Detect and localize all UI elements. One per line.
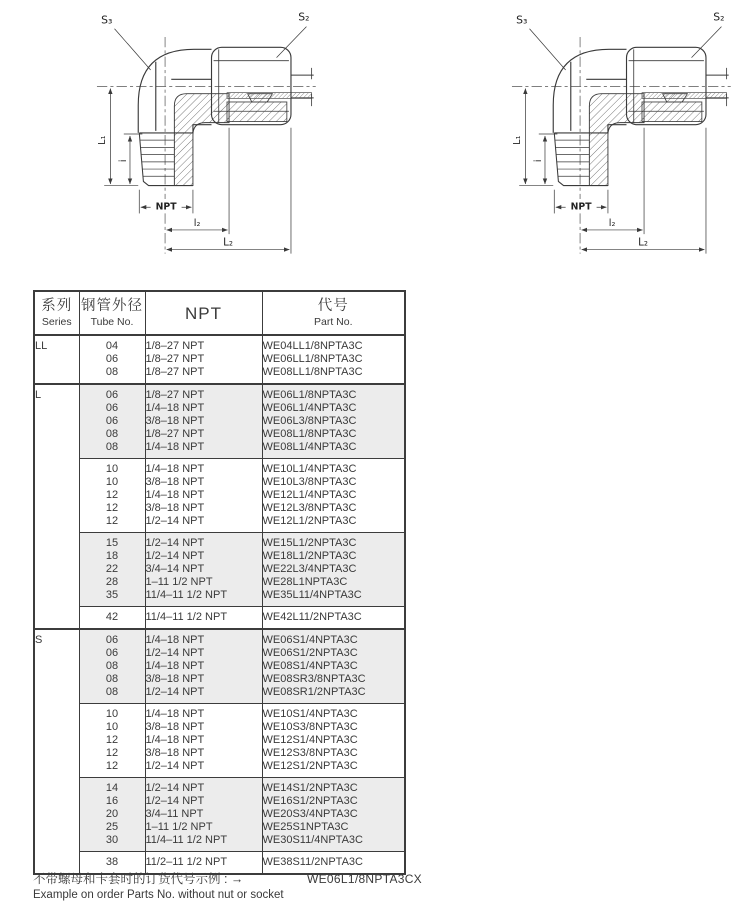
npt-cell: 1/8–27 NPT — [145, 428, 262, 441]
npt-cell: 11/4–11 1/2 NPT — [145, 834, 262, 852]
part-no-cell: WE06LL1/8NPTA3C — [262, 353, 405, 366]
npt-cell: 3/8–18 NPT — [145, 415, 262, 428]
npt-cell: 1/8–27 NPT — [145, 366, 262, 384]
part-no-cell: WE06S1/2NPTA3C — [262, 647, 405, 660]
tube-no-cell: 20 — [79, 808, 145, 821]
part-no-cell: WE08L1/8NPTA3C — [262, 428, 405, 441]
npt-cell: 1–11 1/2 NPT — [145, 576, 262, 589]
npt-cell: 1/8–27 NPT — [145, 353, 262, 366]
tube-no-cell: 06 — [79, 402, 145, 415]
npt-cell: 1/8–27 NPT — [145, 335, 262, 353]
tube-no-cell: 12 — [79, 515, 145, 533]
part-no-cell: WE08SR1/2NPTA3C — [262, 686, 405, 704]
part-no-cell: WE15L1/2NPTA3C — [262, 533, 405, 551]
npt-cell: 11/4–11 1/2 NPT — [145, 589, 262, 607]
npt-cell: 1/4–18 NPT — [145, 402, 262, 415]
part-no-cell: WE08L1/4NPTA3C — [262, 441, 405, 459]
npt-cell: 1/4–18 NPT — [145, 660, 262, 673]
tube-no-cell: 25 — [79, 821, 145, 834]
table-row — [34, 366, 405, 384]
table-row — [34, 459, 405, 477]
tube-no-cell: 30 — [79, 834, 145, 852]
tube-no-cell: 06 — [79, 384, 145, 402]
tube-no-cell: 06 — [79, 415, 145, 428]
npt-cell: 3/4–14 NPT — [145, 563, 262, 576]
table-row — [34, 821, 405, 834]
table-row — [34, 415, 405, 428]
part-no-cell: WE12S1/2NPTA3C — [262, 760, 405, 778]
npt-cell: 1/2–14 NPT — [145, 686, 262, 704]
header-tube-zh: 钢管外径 — [81, 298, 143, 314]
part-no-cell: WE28L1NPTA3C — [262, 576, 405, 589]
npt-cell: 1/2–14 NPT — [145, 533, 262, 551]
tube-no-cell: 06 — [79, 629, 145, 647]
table-row — [34, 721, 405, 734]
table-row — [34, 384, 405, 402]
tube-no-cell: 14 — [79, 778, 145, 796]
table-row — [34, 734, 405, 747]
table-row — [34, 747, 405, 760]
part-no-cell: WE10L1/4NPTA3C — [262, 459, 405, 477]
tube-no-cell: 06 — [79, 647, 145, 660]
npt-cell: 1/2–14 NPT — [145, 795, 262, 808]
part-no-cell: WE10L3/8NPTA3C — [262, 476, 405, 489]
part-no-cell: WE12L1/2NPTA3C — [262, 515, 405, 533]
footer — [33, 871, 733, 903]
table-row — [34, 563, 405, 576]
table-row — [34, 647, 405, 660]
tube-no-cell: 10 — [79, 459, 145, 477]
table-row — [34, 533, 405, 551]
fitting-drawing — [512, 10, 731, 253]
header-tube-no — [79, 291, 145, 335]
npt-cell: 1/2–14 NPT — [145, 550, 262, 563]
order-note-zh: 不带螺母和卡套时的订货代号示例 : → — [33, 872, 244, 886]
part-no-cell: WE12L3/8NPTA3C — [262, 502, 405, 515]
table-row — [34, 778, 405, 796]
table-row — [34, 515, 405, 533]
table-row — [34, 428, 405, 441]
tube-no-cell: 12 — [79, 760, 145, 778]
npt-cell: 1/4–18 NPT — [145, 704, 262, 722]
npt-cell: 1/4–18 NPT — [145, 734, 262, 747]
header-series-zh: 系列 — [41, 298, 73, 314]
part-no-cell: WE30S11/4NPTA3C — [262, 834, 405, 852]
footer-line-zh — [33, 871, 733, 887]
table-row — [34, 629, 405, 647]
tube-no-cell: 10 — [79, 721, 145, 734]
npt-cell: 11/4–11 1/2 NPT — [145, 607, 262, 630]
tube-no-cell: 08 — [79, 428, 145, 441]
parts-table-body — [34, 335, 405, 874]
part-no-cell: WE08LL1/8NPTA3C — [262, 366, 405, 384]
part-no-cell: WE04LL1/8NPTA3C — [262, 335, 405, 353]
header-series — [34, 291, 79, 335]
table-row — [34, 686, 405, 704]
tube-no-cell: 22 — [79, 563, 145, 576]
npt-cell: 3/8–18 NPT — [145, 721, 262, 734]
parts-table — [33, 290, 406, 875]
npt-cell: 1/8–27 NPT — [145, 384, 262, 402]
example-part-no: WE06L1/8NPTA3CX — [307, 872, 422, 886]
tube-no-cell: 10 — [79, 704, 145, 722]
npt-cell: 1/4–18 NPT — [145, 489, 262, 502]
npt-cell: 3/8–18 NPT — [145, 747, 262, 760]
tube-no-cell: 42 — [79, 607, 145, 630]
series-cell: LL — [34, 335, 79, 384]
part-no-cell: WE12L1/4NPTA3C — [262, 489, 405, 502]
part-no-cell: WE12S1/4NPTA3C — [262, 734, 405, 747]
npt-cell: 3/8–18 NPT — [145, 673, 262, 686]
tube-no-cell: 12 — [79, 747, 145, 760]
part-no-cell: WE12S3/8NPTA3C — [262, 747, 405, 760]
table-row — [34, 576, 405, 589]
tube-no-cell: 35 — [79, 589, 145, 607]
tube-no-cell: 10 — [79, 476, 145, 489]
npt-cell: 1/4–18 NPT — [145, 441, 262, 459]
elbow-fitting-diagram-left — [50, 6, 340, 264]
tube-no-cell: 16 — [79, 795, 145, 808]
table-row — [34, 441, 405, 459]
npt-cell: 1/2–14 NPT — [145, 515, 262, 533]
header-tube-en: Tube No. — [90, 316, 134, 328]
tube-no-cell: 08 — [79, 686, 145, 704]
npt-cell: 1–11 1/2 NPT — [145, 821, 262, 834]
series-cell: S — [34, 629, 79, 874]
table-row — [34, 353, 405, 366]
part-no-cell: WE35L11/4NPTA3C — [262, 589, 405, 607]
part-no-cell: WE42L11/2NPTA3C — [262, 607, 405, 630]
part-no-cell: WE06L1/8NPTA3C — [262, 384, 405, 402]
npt-cell: 1/4–18 NPT — [145, 629, 262, 647]
series-cell: L — [34, 384, 79, 629]
table-row — [34, 660, 405, 673]
table-row — [34, 476, 405, 489]
tube-no-cell: 12 — [79, 502, 145, 515]
part-no-cell: WE14S1/2NPTA3C — [262, 778, 405, 796]
tube-no-cell: 08 — [79, 441, 145, 459]
part-no-cell: WE06L3/8NPTA3C — [262, 415, 405, 428]
header-npt-label: NPT — [185, 303, 222, 323]
part-no-cell: WE10S3/8NPTA3C — [262, 721, 405, 734]
npt-cell: 3/8–18 NPT — [145, 476, 262, 489]
header-part-en: Part No. — [313, 316, 353, 328]
header-part-zh: 代号 — [317, 298, 349, 314]
table-row — [34, 589, 405, 607]
npt-cell: 11/2–11 1/2 NPT — [145, 852, 262, 875]
part-no-cell: WE06S1/4NPTA3C — [262, 629, 405, 647]
tube-no-cell: 12 — [79, 734, 145, 747]
parts-table-header — [34, 291, 405, 335]
tube-no-cell: 18 — [79, 550, 145, 563]
table-row — [34, 760, 405, 778]
table-row — [34, 673, 405, 686]
part-no-cell: WE22L3/4NPTA3C — [262, 563, 405, 576]
tube-no-cell: 08 — [79, 660, 145, 673]
part-no-cell: WE20S3/4NPTA3C — [262, 808, 405, 821]
header-series-en: Series — [41, 316, 72, 328]
npt-cell: 3/8–18 NPT — [145, 502, 262, 515]
part-no-cell: WE08S1/4NPTA3C — [262, 660, 405, 673]
tube-no-cell: 08 — [79, 673, 145, 686]
tube-no-cell: 12 — [79, 489, 145, 502]
table-row — [34, 808, 405, 821]
tube-no-cell: 38 — [79, 852, 145, 875]
table-row — [34, 335, 405, 353]
tube-no-cell: 15 — [79, 533, 145, 551]
npt-cell: 1/2–14 NPT — [145, 760, 262, 778]
tube-no-cell: 28 — [79, 576, 145, 589]
header-npt — [145, 291, 262, 335]
npt-cell: 1/2–14 NPT — [145, 778, 262, 796]
npt-cell: 1/4–18 NPT — [145, 459, 262, 477]
tube-no-cell: 04 — [79, 335, 145, 353]
part-no-cell: WE25S1NPTA3C — [262, 821, 405, 834]
table-row — [34, 502, 405, 515]
tube-no-cell: 08 — [79, 366, 145, 384]
npt-cell: 3/4–11 NPT — [145, 808, 262, 821]
elbow-fitting-diagram-right — [465, 6, 755, 264]
table-row — [34, 489, 405, 502]
table-row — [34, 704, 405, 722]
part-no-cell: WE18L1/2NPTA3C — [262, 550, 405, 563]
order-note-en: Example on order Parts No. without nut or socket — [33, 889, 284, 901]
table-row — [34, 834, 405, 852]
table-row — [34, 402, 405, 415]
table-row — [34, 550, 405, 563]
table-row — [34, 795, 405, 808]
part-no-cell: WE10S1/4NPTA3C — [262, 704, 405, 722]
header-part-no — [262, 291, 405, 335]
part-no-cell: WE38S11/2NPTA3C — [262, 852, 405, 875]
tube-no-cell: 06 — [79, 353, 145, 366]
part-no-cell: WE06L1/4NPTA3C — [262, 402, 405, 415]
table-row — [34, 607, 405, 630]
fitting-drawing — [97, 10, 316, 253]
part-no-cell: WE08SR3/8NPTA3C — [262, 673, 405, 686]
npt-cell: 1/2–14 NPT — [145, 647, 262, 660]
part-no-cell: WE16S1/2NPTA3C — [262, 795, 405, 808]
